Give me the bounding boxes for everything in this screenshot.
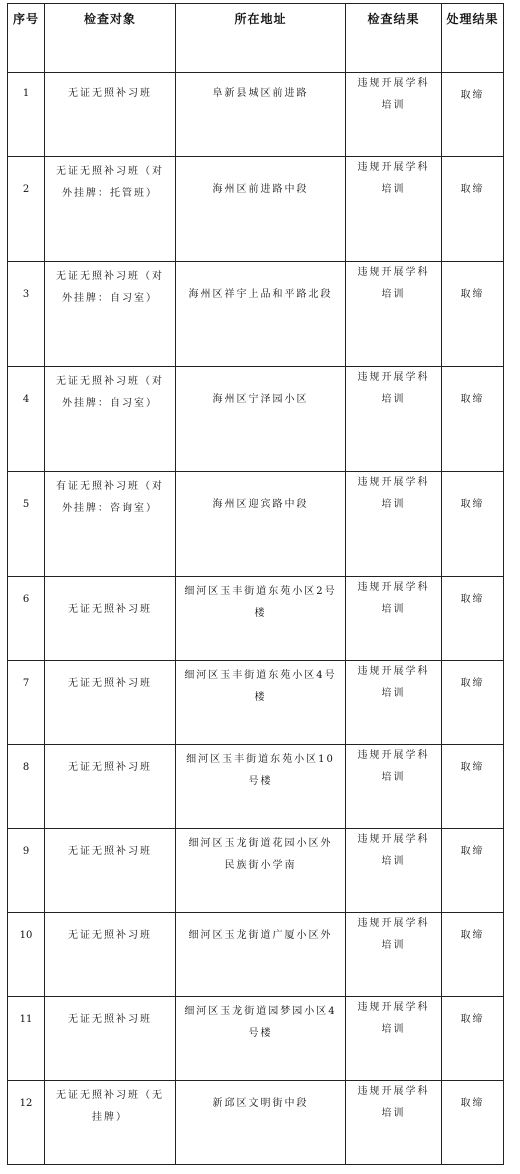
table-row bbox=[8, 1081, 504, 1165]
cell-object: 无证无照补习班 bbox=[45, 997, 176, 1081]
cell-action: 取缔 bbox=[442, 745, 504, 829]
cell-no: 8 bbox=[8, 745, 45, 829]
cell-object: 无证无照补习班（对外挂牌：自习室） bbox=[45, 262, 176, 367]
cell-result: 违规开展学科培训 bbox=[346, 1081, 442, 1165]
cell-no: 2 bbox=[8, 157, 45, 262]
cell-no: 12 bbox=[8, 1081, 45, 1165]
cell-result: 违规开展学科培训 bbox=[346, 472, 442, 577]
cell-address: 细河区玉龙街道广厦小区外 bbox=[176, 913, 346, 997]
cell-address: 细河区玉丰街道东苑小区4号楼 bbox=[176, 661, 346, 745]
cell-object: 无证无照补习班（对外挂牌：托管班） bbox=[45, 157, 176, 262]
table-row bbox=[8, 157, 504, 262]
cell-result: 违规开展学科培训 bbox=[346, 829, 442, 913]
cell-no: 3 bbox=[8, 262, 45, 367]
cell-no: 9 bbox=[8, 829, 45, 913]
cell-action: 取缔 bbox=[442, 472, 504, 577]
cell-result: 违规开展学科培训 bbox=[346, 913, 442, 997]
cell-address: 新邱区文明街中段 bbox=[176, 1081, 346, 1165]
table-row bbox=[8, 262, 504, 367]
header-object: 检查对象 bbox=[45, 4, 176, 73]
cell-address: 细河区玉丰街道东苑小区2号楼 bbox=[176, 577, 346, 661]
cell-result: 违规开展学科培训 bbox=[346, 157, 442, 262]
table-row bbox=[8, 745, 504, 829]
table-row bbox=[8, 913, 504, 997]
header-no: 序号 bbox=[8, 4, 45, 73]
cell-result: 违规开展学科培训 bbox=[346, 73, 442, 157]
inspection-table bbox=[7, 3, 504, 1165]
cell-action: 取缔 bbox=[442, 829, 504, 913]
cell-address: 阜新县城区前进路 bbox=[176, 73, 346, 157]
cell-result: 违规开展学科培训 bbox=[346, 997, 442, 1081]
table-header-row bbox=[8, 4, 504, 73]
table-row bbox=[8, 367, 504, 472]
cell-object: 无证无照补习班 bbox=[45, 913, 176, 997]
cell-object: 无证无照补习班 bbox=[45, 829, 176, 913]
cell-action: 取缔 bbox=[442, 661, 504, 745]
cell-object: 无证无照补习班 bbox=[45, 661, 176, 745]
cell-object: 无证无照补习班（无挂牌） bbox=[45, 1081, 176, 1165]
cell-result: 违规开展学科培训 bbox=[346, 745, 442, 829]
cell-action: 取缔 bbox=[442, 997, 504, 1081]
cell-address: 海州区前进路中段 bbox=[176, 157, 346, 262]
cell-object: 无证无照补习班（对外挂牌：自习室） bbox=[45, 367, 176, 472]
cell-action: 取缔 bbox=[442, 577, 504, 661]
cell-no: 5 bbox=[8, 472, 45, 577]
cell-action: 取缔 bbox=[442, 262, 504, 367]
header-result: 检查结果 bbox=[346, 4, 442, 73]
cell-action: 取缔 bbox=[442, 913, 504, 997]
cell-object: 无证无照补习班 bbox=[45, 577, 176, 661]
cell-result: 违规开展学科培训 bbox=[346, 577, 442, 661]
cell-result: 违规开展学科培训 bbox=[346, 367, 442, 472]
cell-address: 海州区祥宇上品和平路北段 bbox=[176, 262, 346, 367]
cell-no: 11 bbox=[8, 997, 45, 1081]
cell-result: 违规开展学科培训 bbox=[346, 661, 442, 745]
table-row bbox=[8, 829, 504, 913]
cell-no: 7 bbox=[8, 661, 45, 745]
table-row bbox=[8, 577, 504, 661]
cell-address: 细河区玉龙街道园梦园小区4号楼 bbox=[176, 997, 346, 1081]
header-action: 处理结果 bbox=[442, 4, 504, 73]
cell-no: 6 bbox=[8, 577, 45, 661]
cell-address: 细河区玉龙街道花园小区外民族街小学南 bbox=[176, 829, 346, 913]
cell-no: 10 bbox=[8, 913, 45, 997]
cell-no: 4 bbox=[8, 367, 45, 472]
cell-action: 取缔 bbox=[442, 1081, 504, 1165]
table-row bbox=[8, 472, 504, 577]
cell-action: 取缔 bbox=[442, 73, 504, 157]
header-address: 所在地址 bbox=[176, 4, 346, 73]
cell-result: 违规开展学科培训 bbox=[346, 262, 442, 367]
cell-action: 取缔 bbox=[442, 157, 504, 262]
table-row bbox=[8, 661, 504, 745]
cell-object: 有证无照补习班（对外挂牌：咨询室） bbox=[45, 472, 176, 577]
cell-no: 1 bbox=[8, 73, 45, 157]
cell-address: 海州区迎宾路中段 bbox=[176, 472, 346, 577]
cell-object: 无证无照补习班 bbox=[45, 73, 176, 157]
cell-object: 无证无照补习班 bbox=[45, 745, 176, 829]
cell-address: 细河区玉丰街道东苑小区10号楼 bbox=[176, 745, 346, 829]
table-row bbox=[8, 73, 504, 157]
table-row bbox=[8, 997, 504, 1081]
cell-action: 取缔 bbox=[442, 367, 504, 472]
cell-address: 海州区宁泽园小区 bbox=[176, 367, 346, 472]
